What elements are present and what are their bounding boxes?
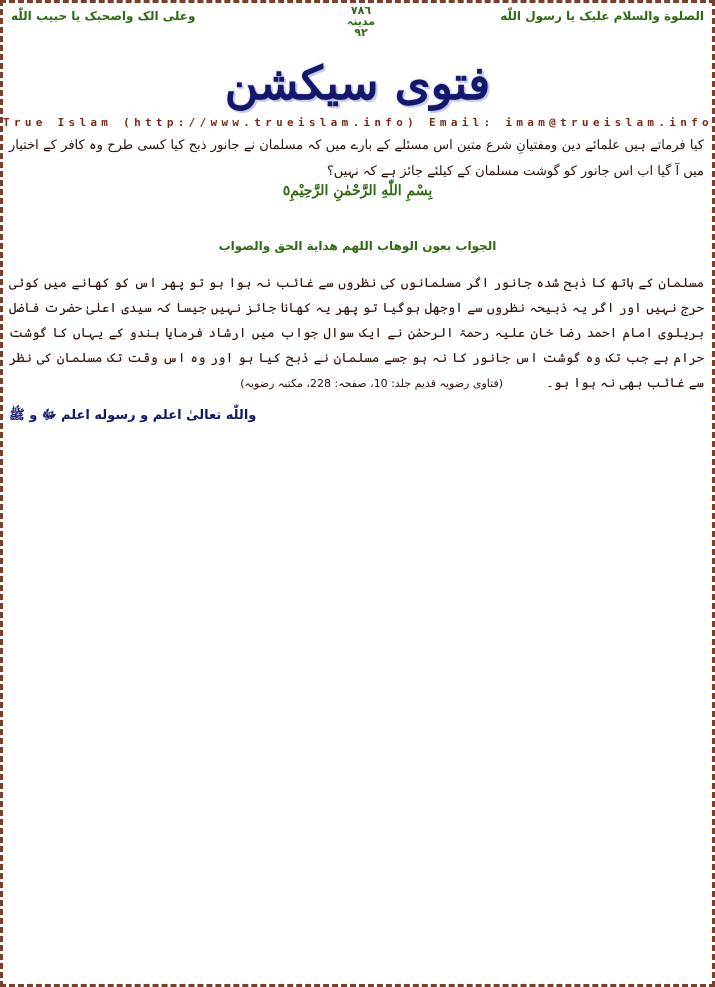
answer-intro-dua: الجواب بعون الوهاب اللهم هداية الحق والصواب [218, 239, 497, 253]
page-title: فتوی سیکشن [224, 56, 491, 110]
answer-text: مسلمان کے ہاتھ کا ذبح شدہ جانور اگر مسلمانوں کی نظروں سے غائب نہ ہوا ہو تو پھر اس کو کھانے میں کوئی حرج نہیں اور اگر یہ ذبیحہ نظروں سے اوجھل ہوگیا تو پھر یہ کھانا جائز نہیں جیسا کہ سیدی اعلیٰ حضرت فاضل بریلوی امام احمد رضا خان علیہ رحمۃ الرحمٰن نے ایک سوال جواب میں ارشاد فرمایا ہندو کے یہاں کا گوشت حرام ہے جب تک وہ گوشت اس جانور کا نہ ہو جسے مسلمان نے ذبح کیا ہو اور وہ اس وقت تک مسلمان کی نظر سے غائب بھی نہ ہوا ہو۔ [9, 276, 704, 391]
code-top: ٧٨٦ [350, 4, 372, 17]
code-bottom: ٩٢ [354, 26, 368, 39]
bismillah-heading: بِسْمِ اللّٰهِ الرَّحْمٰنِ الرَّحِیْمِ٥ [282, 183, 433, 199]
closing-line: واللّٰه تعالیٰ اعلم و رسوله اعلم ﷻ و ﷺ [9, 408, 257, 423]
reference-citation: (فتاوی رضویہ قدیم جلد: 10، صفحہ: 228، مکتبہ رضویہ) [240, 377, 503, 390]
code-mid: مدینہ [346, 15, 376, 28]
salutation-left: وعلى الک واصحبک یا حبیب اللّٰه [11, 9, 196, 23]
header-code [341, 5, 381, 38]
site-contact-line: True Islam (http://www.trueislam.info) Email: imam@trueislam.info [3, 116, 713, 129]
question-text: کیا فرماتے ہیں علمائے دین ومفتیانِ شرع متین اس مسئلے کے بارے میں کہ مسلمان نے جانور ذبح کیا کسی طرح وہ کافر کے اختیار میں آ گیا اب اس جانور کو گوشت مسلمان کے کیلئے جائز ہے کہ نہیں؟ [9, 138, 704, 179]
salutation-right: الصلوة والسلام علیک یا رسول اللّٰه [500, 9, 704, 23]
